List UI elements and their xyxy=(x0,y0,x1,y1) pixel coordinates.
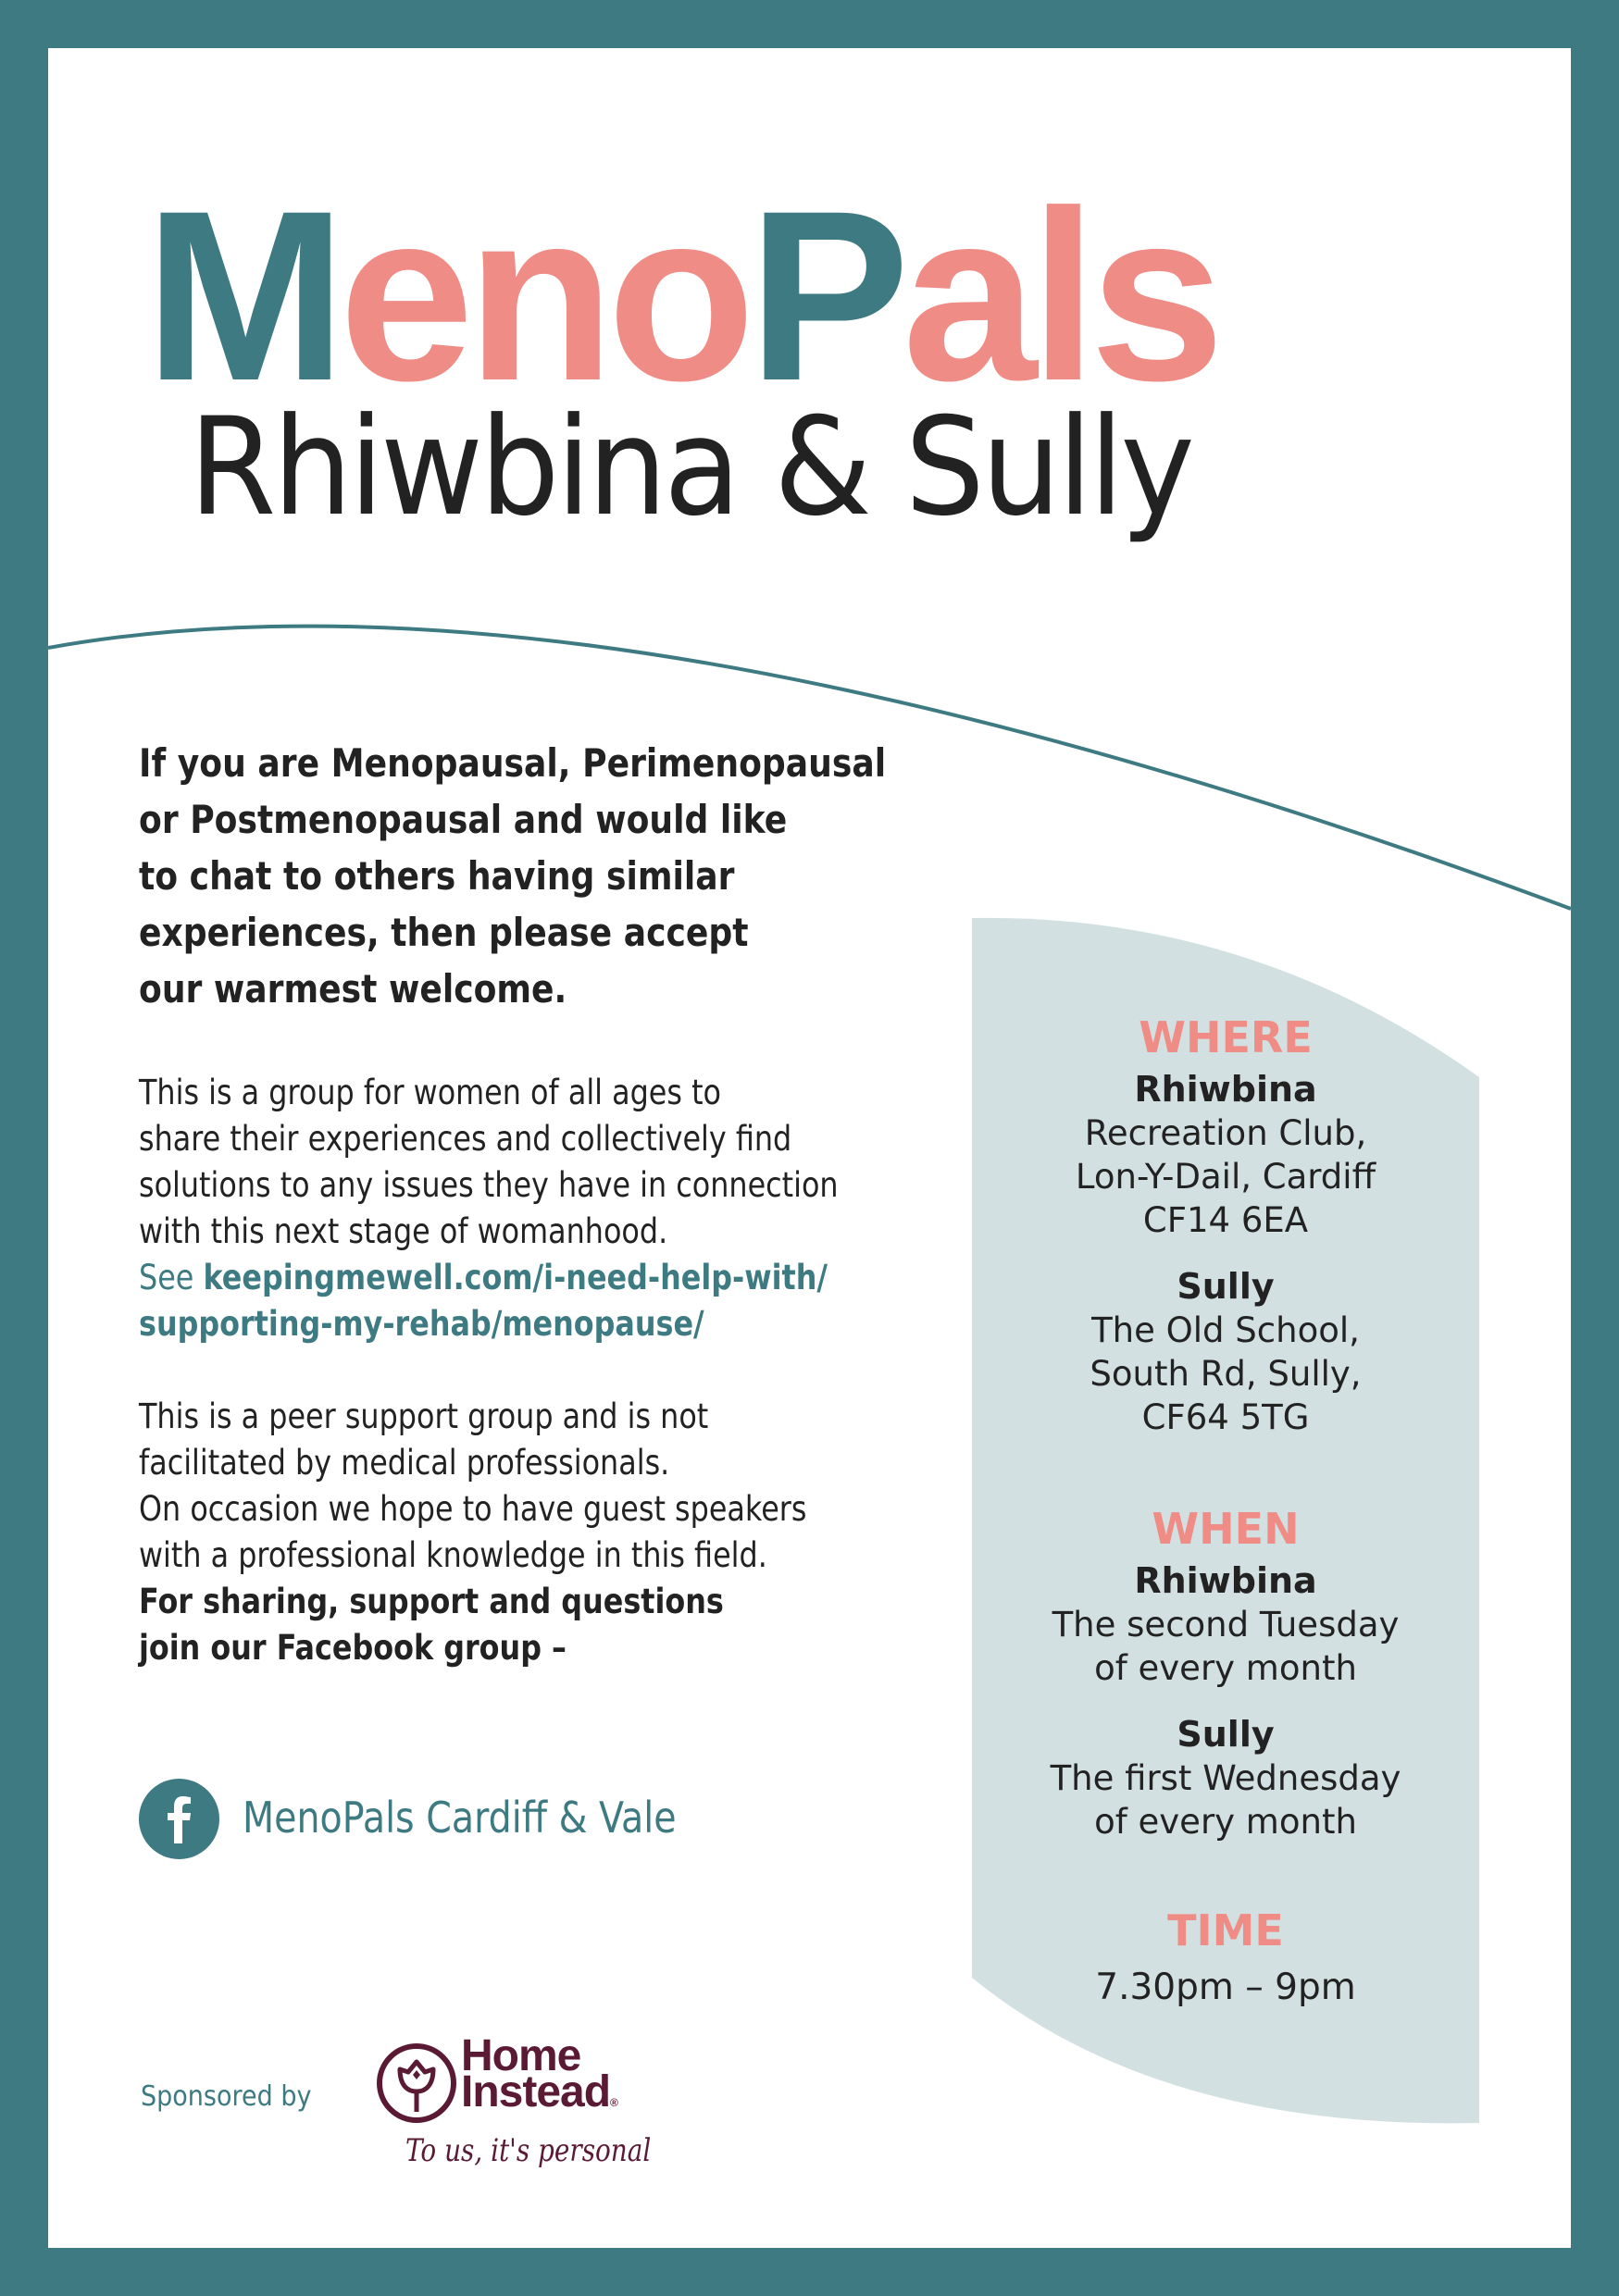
facebook-cta-line: join our Facebook group – xyxy=(139,1628,567,1668)
speakers-line: with a professional knowledge in this field. xyxy=(139,1535,767,1575)
sponsor-name-line2: Instead® xyxy=(461,2067,617,2116)
website-reference-cont xyxy=(139,1301,839,1347)
address-line: Recreation Club, xyxy=(1084,1113,1367,1153)
when-section xyxy=(976,1503,1476,1843)
where-section xyxy=(976,1011,1476,1439)
intro-line: experiences, then please accept xyxy=(139,910,749,955)
time-value: 7.30pm – 9pm xyxy=(1095,1967,1356,2008)
where-heading: WHERE xyxy=(1139,1012,1313,1062)
sponsored-by-label: Sponsored by xyxy=(141,2080,312,2113)
page-subtitle: Rhiwbina & Sully xyxy=(189,389,1192,546)
time-heading: TIME xyxy=(1167,1905,1284,1955)
facebook-icon[interactable] xyxy=(139,1779,219,1859)
intro-line: If you are Menopausal, Perimenopausal xyxy=(139,740,887,786)
sponsor-name-line1: Home xyxy=(461,2031,581,2080)
about-line: This is a group for women of all ages to xyxy=(139,1073,722,1112)
peer-line: This is a peer support group and is not xyxy=(139,1396,709,1436)
schedule-line: of every month xyxy=(1094,1648,1357,1688)
title-eno: eno xyxy=(339,160,749,431)
website-link-part1[interactable]: keepingmewell.com/i-need-help-with/ xyxy=(203,1258,828,1297)
title-als: als xyxy=(902,160,1218,431)
location-name: Rhiwbina xyxy=(1134,1069,1317,1110)
title-p: P xyxy=(748,160,903,431)
address-line: The Old School, xyxy=(1091,1310,1360,1350)
facebook-cta xyxy=(139,1579,724,1671)
schedule-location: Sully xyxy=(1177,1714,1275,1755)
address-line: Lon-Y-Dail, Cardiff xyxy=(1075,1157,1376,1197)
address-line: CF14 6EA xyxy=(1142,1200,1309,1240)
facebook-group-link[interactable]: MenoPals Cardiff & Vale xyxy=(243,1793,677,1843)
intro-heading xyxy=(139,735,886,1017)
intro-line: to chat to others having similar xyxy=(139,853,735,899)
sponsor-logo-name xyxy=(461,2031,617,2121)
sponsor-tagline: To us, it's personal xyxy=(405,2132,652,2169)
intro-line: or Postmenopausal and would like xyxy=(139,797,788,842)
speakers-line: On occasion we hope to have guest speakers xyxy=(139,1489,807,1529)
schedule-line: The first Wednesday xyxy=(1050,1758,1401,1798)
see-prefix: See xyxy=(139,1258,204,1297)
website-reference xyxy=(139,1255,839,1301)
address-line: CF64 5TG xyxy=(1141,1397,1310,1437)
peer-line: facilitated by medical professionals. xyxy=(139,1443,670,1483)
schedule-line: The second Tuesday xyxy=(1052,1605,1400,1644)
address-line: South Rd, Sully, xyxy=(1090,1354,1362,1394)
when-heading: WHEN xyxy=(1152,1504,1300,1554)
flyer-page xyxy=(48,48,1571,2248)
registered-mark: ® xyxy=(610,2096,617,2109)
about-line: solutions to any issues they have in connection xyxy=(139,1165,839,1205)
about-paragraph xyxy=(139,1070,839,1347)
facebook-cta-line: For sharing, support and questions xyxy=(139,1582,724,1621)
website-link-part2[interactable]: supporting-my-rehab/menopause/ xyxy=(139,1304,704,1344)
time-section xyxy=(976,1905,1476,2009)
about-line: with this next stage of womanhood. xyxy=(139,1211,668,1251)
schedule-location: Rhiwbina xyxy=(1134,1560,1317,1601)
location-name: Sully xyxy=(1177,1266,1275,1307)
peer-support-note xyxy=(139,1394,708,1486)
tulip-in-circle-icon xyxy=(375,2042,458,2125)
title-m: M xyxy=(144,160,340,431)
about-line: share their experiences and collectively find xyxy=(139,1119,792,1159)
guest-speakers-note xyxy=(139,1486,806,1579)
schedule-line: of every month xyxy=(1094,1802,1357,1842)
intro-line: our warmest welcome. xyxy=(139,966,567,1011)
